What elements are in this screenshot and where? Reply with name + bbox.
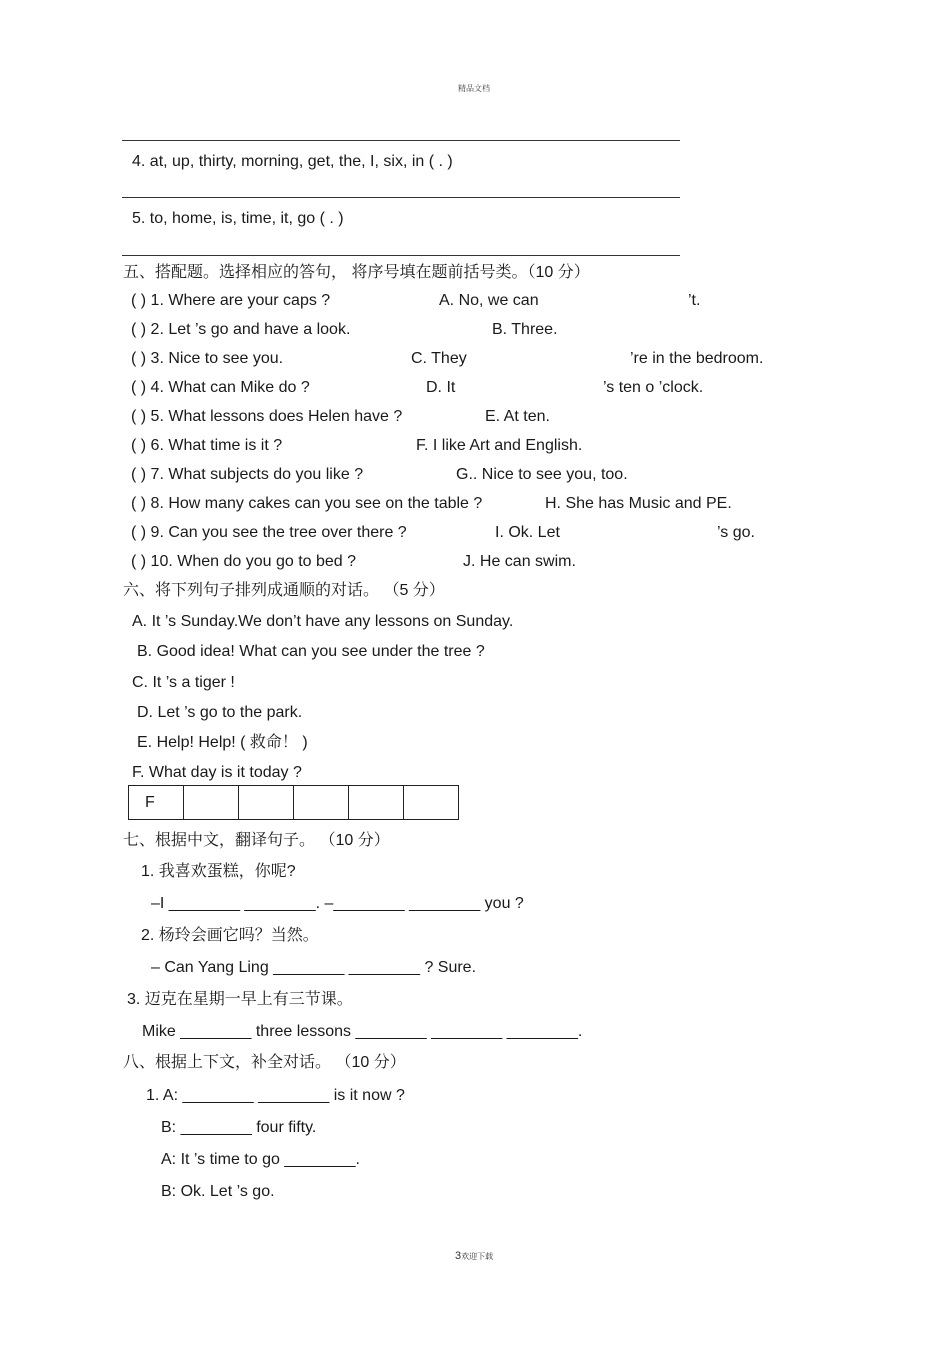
page-number: 3 <box>455 1250 462 1262</box>
answer-line <box>122 140 680 141</box>
translate-prompt-1: 1. 我喜欢蛋糕，你呢? <box>141 863 296 880</box>
match-answer-c: C. They <box>411 350 467 367</box>
dialogue-line-1: 1. A: ________ ________ is it now ? <box>146 1087 405 1104</box>
translate-answer-3: Mike ________ three lessons ________ ________ ________. <box>142 1023 583 1040</box>
section-6-title: 六、将下列句子排列成通顺的对话。 （5 分） <box>123 582 445 599</box>
match-question-1: ( ) 1. Where are your caps ? <box>131 292 331 309</box>
translate-prompt-2: 2. 杨玲会画它吗？当然。 <box>141 927 319 944</box>
match-answer-a: A. No, we can <box>439 292 539 309</box>
translate-answer-2: – Can Yang Ling ________ ________ ? Sure. <box>151 959 477 976</box>
match-answer-d: D. It <box>426 379 456 396</box>
footer-text: 欢迎下载 <box>461 1252 494 1261</box>
order-box-5[interactable] <box>349 786 404 820</box>
match-question-8: ( ) 8. How many cakes can you see on the table ? <box>131 495 483 512</box>
dialogue-line-3: A: It ’s time to go ________. <box>161 1151 360 1168</box>
page-footer <box>455 1250 493 1262</box>
sentence-item-4: 4. at, up, thirty, morning, get, the, I, six, in ( . ) <box>132 153 453 170</box>
dialogue-sentence-f: F. What day is it today ? <box>132 764 302 781</box>
dialogue-line-4: B: Ok. Let ’s go. <box>161 1183 275 1200</box>
order-answer-table <box>128 785 459 820</box>
order-box-6[interactable] <box>404 786 459 820</box>
match-answer-f: F. I like Art and English. <box>416 437 583 454</box>
dialogue-sentence-e: E. Help! Help! ( 救命！ ) <box>137 734 308 751</box>
order-box-2[interactable] <box>184 786 239 820</box>
match-answer-e: E. At ten. <box>485 408 550 425</box>
dialogue-sentence-c: C. It ’s a tiger ! <box>132 674 235 691</box>
dialogue-line-2: B: ________ four fifty. <box>161 1119 317 1136</box>
match-answer-h: H. She has Music and PE. <box>545 495 732 512</box>
match-answer-a-tail: ’t. <box>688 292 701 309</box>
order-box-3[interactable] <box>239 786 294 820</box>
answer-line <box>122 255 680 256</box>
match-question-9: ( ) 9. Can you see the tree over there ? <box>131 524 407 541</box>
order-box-4[interactable] <box>294 786 349 820</box>
sentence-item-5: 5. to, home, is, time, it, go ( . ) <box>132 210 344 227</box>
answer-line <box>122 197 680 198</box>
match-question-7: ( ) 7. What subjects do you like ? <box>131 466 364 483</box>
match-question-10: ( ) 10. When do you go to bed ? <box>131 553 357 570</box>
match-answer-c-tail: ’re in the bedroom. <box>630 350 764 367</box>
match-answer-g: G.. Nice to see you, too. <box>456 466 628 483</box>
dialogue-sentence-a: A. It ’s Sunday.We don’t have any lessons on Sunday. <box>132 613 514 630</box>
match-answer-b: B. Three. <box>492 321 558 338</box>
dialogue-sentence-d: D. Let ’s go to the park. <box>137 704 303 721</box>
translate-prompt-3: 3. 迈克在星期一早上有三节课。 <box>127 991 353 1008</box>
page-header: 精品文档 <box>458 84 490 93</box>
match-question-3: ( ) 3. Nice to see you. <box>131 350 284 367</box>
match-question-4: ( ) 4. What can Mike do ? <box>131 379 310 396</box>
match-answer-i-tail: ’s go. <box>717 524 755 541</box>
order-box-1[interactable]: F <box>129 786 184 820</box>
match-answer-i: I. Ok. Let <box>495 524 560 541</box>
section-7-title: 七、根据中文，翻译句子。 （10 分） <box>123 832 390 849</box>
match-question-6: ( ) 6. What time is it ? <box>131 437 283 454</box>
section-8-title: 八、根据上下文，补全对话。 （10 分） <box>123 1054 406 1071</box>
section-5-title: 五、搭配题。选择相应的答句， 将序号填在题前括号类。（10 分） <box>123 264 590 281</box>
match-answer-j: J. He can swim. <box>463 553 576 570</box>
dialogue-sentence-b: B. Good idea! What can you see under the tree ? <box>137 643 485 660</box>
translate-answer-1: –I ________ ________. –________ ________ you ? <box>151 895 524 912</box>
match-answer-d-tail: ’s ten o ’clock. <box>603 379 704 396</box>
match-question-5: ( ) 5. What lessons does Helen have ? <box>131 408 403 425</box>
match-question-2: ( ) 2. Let ’s go and have a look. <box>131 321 351 338</box>
